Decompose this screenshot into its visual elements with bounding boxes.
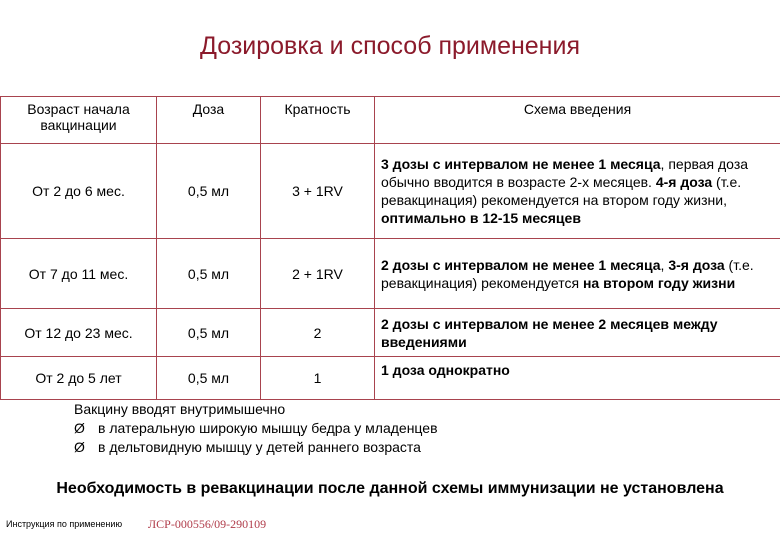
multiplicity-cell: 2 + 1RV — [261, 239, 375, 309]
age-cell: От 2 до 6 мес. — [1, 144, 157, 239]
table-row — [1, 357, 780, 400]
revaccination-conclusion: Необходимость в ревакцинации после данной схемы иммунизации не установлена — [56, 480, 724, 497]
multiplicity-cell: 3 + 1RV — [261, 144, 375, 239]
schedule-emphasis: 4-я доза — [655, 174, 713, 190]
table-row — [1, 144, 780, 239]
header-age: Возраст начала вакцинации — [1, 97, 157, 144]
header-multiplicity: Кратность — [261, 97, 375, 144]
dose-cell: 0,5 мл — [157, 309, 261, 357]
table-row — [1, 309, 780, 357]
dosage-table — [0, 96, 780, 400]
multiplicity-cell: 1 — [261, 357, 375, 400]
schedule-emphasis: на втором году жизни — [582, 274, 736, 291]
notes-bullet-text: в латеральную широкую мышцу бедра у младенцев — [98, 420, 438, 436]
age-cell: От 7 до 11 мес. — [1, 239, 157, 309]
page-title: Дозировка и способ применения — [199, 32, 580, 60]
header-schedule: Схема введения — [375, 97, 780, 144]
notes-bullet-text: в дельтовидную мышцу у детей раннего возраста — [98, 439, 421, 455]
schedule-emphasis: 2 дозы с интервалом не менее 1 месяца — [381, 256, 661, 273]
dose-cell: 0,5 мл — [157, 144, 261, 239]
administration-notes — [74, 400, 438, 457]
footer-registration-code: ЛСР-000556/09-290109 — [148, 517, 267, 531]
header-dose: Доза — [157, 97, 261, 144]
age-cell: От 2 до 5 лет — [1, 357, 157, 400]
schedule-text: (т.е. ревакцинация) рекомендуется на втором году жизни, — [381, 174, 742, 208]
schedule-cell — [375, 239, 780, 309]
schedule-emphasis: 3 дозы с интервалом не менее 1 месяца — [381, 156, 661, 172]
schedule-emphasis: оптимально в 12-15 месяцев — [381, 210, 581, 226]
schedule-emphasis: 1 доза однократно — [381, 362, 510, 378]
arrow-bullet-icon: Ø — [74, 439, 85, 455]
notes-bullet — [74, 438, 438, 457]
footer-instruction-label: Инструкция по применению — [6, 519, 123, 529]
schedule-text: , — [660, 256, 669, 273]
schedule-text: , первая доза обычно вводится в возрасте 2-х месяцев. — [381, 156, 749, 190]
dose-cell: 0,5 мл — [157, 357, 261, 400]
dose-cell: 0,5 мл — [157, 239, 261, 309]
notes-intro: Вакцину вводят внутримышечно — [74, 401, 286, 417]
schedule-cell — [375, 357, 780, 400]
schedule-cell — [375, 144, 780, 239]
arrow-bullet-icon: Ø — [74, 420, 85, 436]
schedule-text: (т.е. ревакцинация) рекомендуется — [381, 256, 754, 291]
table-header-row — [1, 97, 780, 144]
multiplicity-cell: 2 — [261, 309, 375, 357]
notes-bullet — [74, 419, 438, 438]
table-row — [1, 239, 780, 309]
age-cell: От 12 до 23 мес. — [1, 309, 157, 357]
schedule-emphasis: 2 дозы с интервалом не менее 2 месяцев между введениями — [381, 315, 718, 350]
schedule-emphasis: 3-я доза — [668, 256, 725, 273]
schedule-cell — [375, 309, 780, 357]
